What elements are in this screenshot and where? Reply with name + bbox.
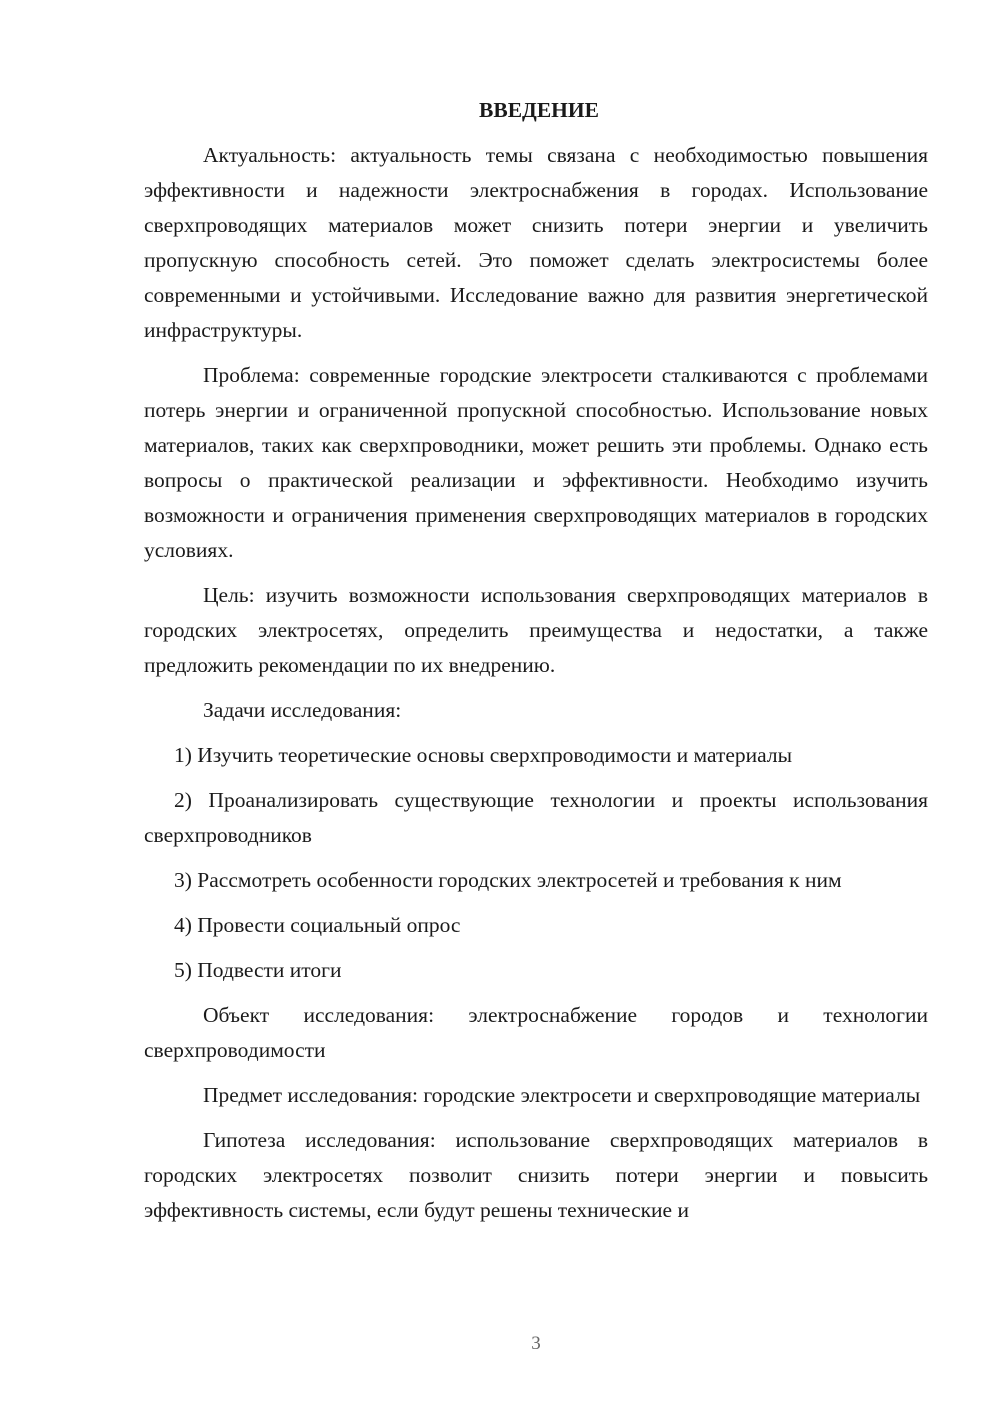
subject-paragraph: Предмет исследования: городские электросети и сверхпроводящие материалы bbox=[203, 1083, 921, 1107]
hypothesis-paragraph: Гипотеза исследования: использование сверхпроводящих материалов в городских электросетях позволит снизить потери энергии и повысить эффективность системы, если будут решены технические и bbox=[144, 1128, 928, 1222]
page-content bbox=[144, 93, 928, 1228]
task-item: 3) Рассмотреть особенности городских электросетей и требования к ним bbox=[174, 868, 842, 892]
task-item: 1) Изучить теоретические основы сверхпроводимости и материалы bbox=[174, 743, 793, 767]
section-title: ВВЕДЕНИЕ bbox=[479, 98, 599, 122]
relevance-paragraph: Актуальность: актуальность темы связана с необходимостью повышения эффективности и надежности электроснабжения в городах. Использование сверхпроводящих материалов может снизить потери энергии и увеличить пропускную способность сетей. Это поможет сделать электросистемы более современными и устойчивыми. Исследование важно для развития энергетической инфраструктуры. bbox=[144, 143, 928, 342]
goal-paragraph: Цель: изучить возможности использования сверхпроводящих материалов в городских электросетях, определить преимущества и недостатки, а также предложить рекомендации по их внедрению. bbox=[144, 583, 928, 677]
page-number: 3 bbox=[531, 1333, 541, 1354]
tasks-heading: Задачи исследования: bbox=[203, 698, 402, 722]
task-item: 4) Провести социальный опрос bbox=[174, 913, 461, 937]
task-item: 5) Подвести итоги bbox=[174, 958, 342, 982]
object-paragraph: Объект исследования: электроснабжение городов и технологии сверхпроводимости bbox=[144, 1003, 928, 1062]
problem-paragraph: Проблема: современные городские электросети сталкиваются с проблемами потерь энергии и ограниченной пропускной способностью. Использование новых материалов, таких как сверхпроводники, может решить эти проблемы. Однако есть вопросы о практической реализации и эффективности. Необходимо изучить возможности и ограничения применения сверхпроводящих материалов в городских условиях. bbox=[144, 363, 928, 562]
task-item: 2) Проанализировать существующие технологии и проекты использования сверхпроводников bbox=[144, 788, 928, 847]
